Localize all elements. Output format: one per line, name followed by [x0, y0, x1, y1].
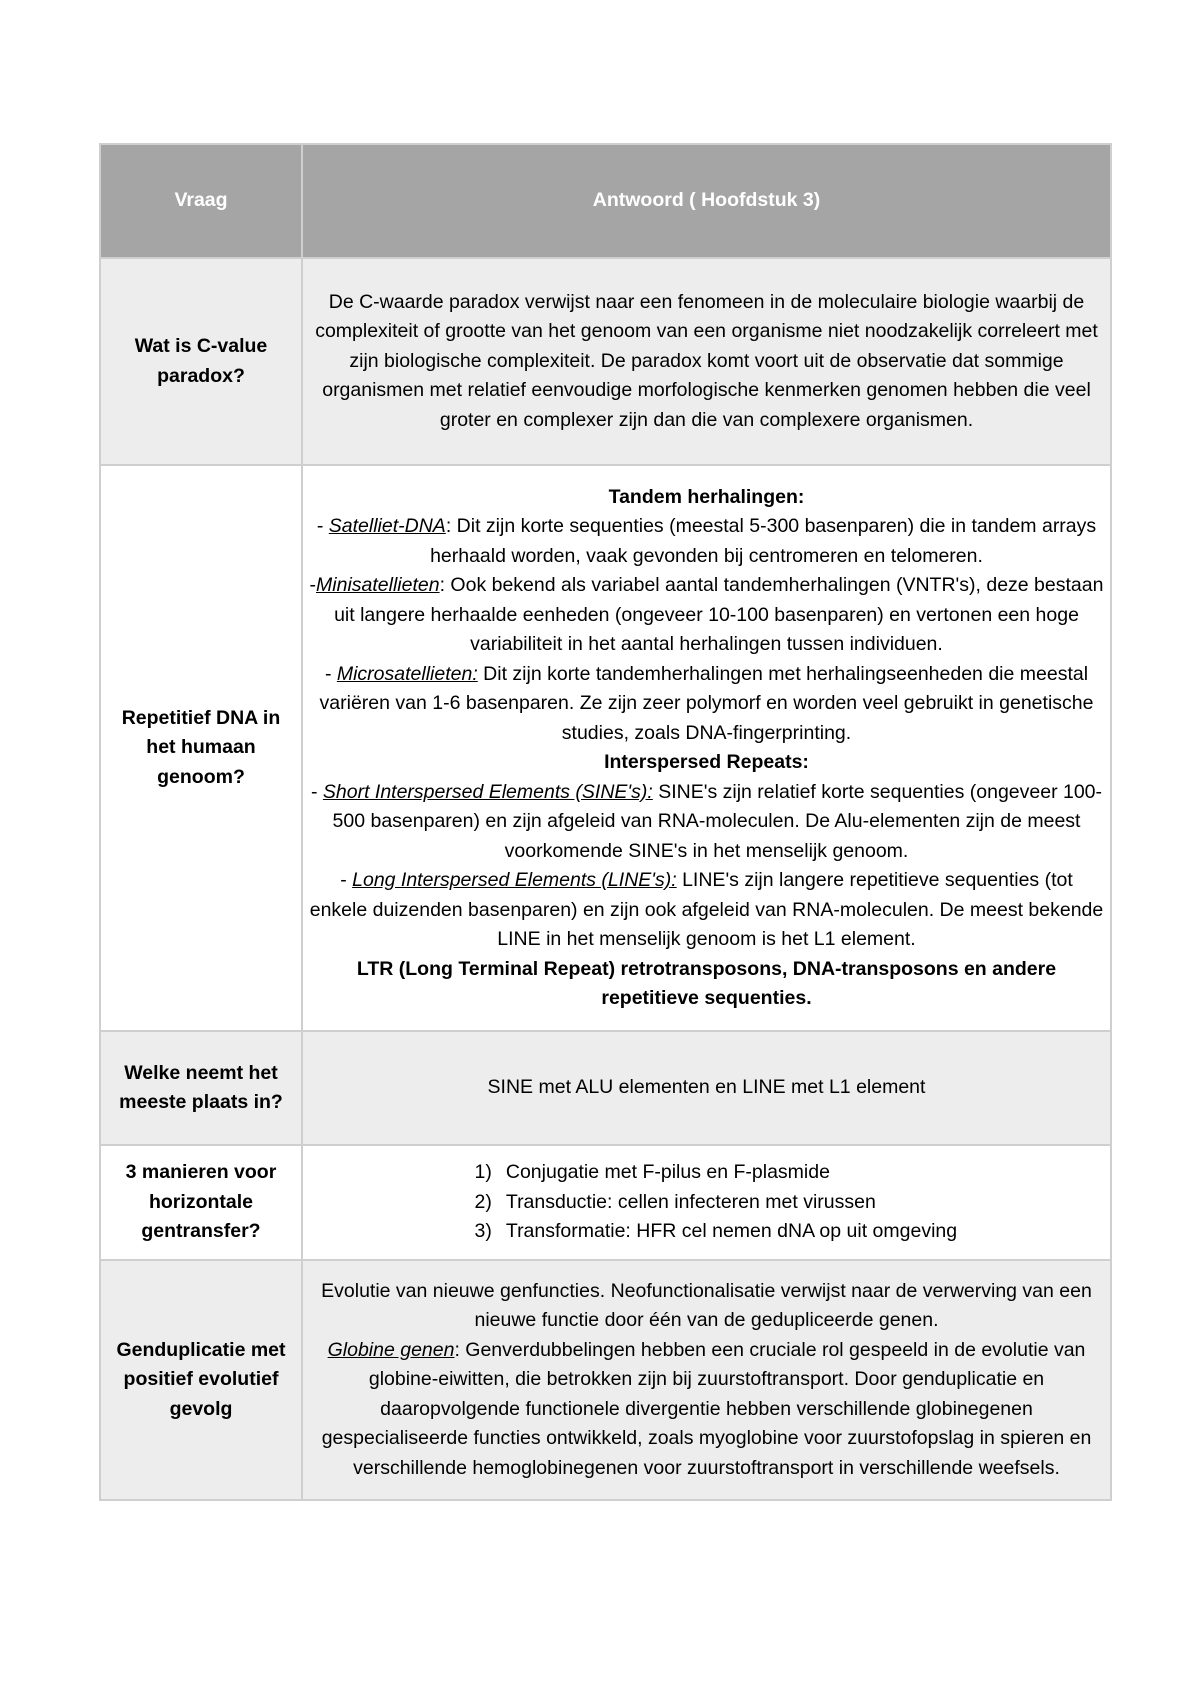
table-row	[100, 258, 1111, 465]
tandem-heading: Tandem herhalingen:	[608, 485, 805, 508]
list-item	[456, 1217, 957, 1247]
answer-cell	[302, 465, 1111, 1031]
header-question: Vraag	[100, 144, 302, 258]
list-number: 2)	[474, 1190, 492, 1213]
mini-term: Minisatellieten	[316, 574, 440, 596]
satellite-term: Satelliet-DNA	[328, 515, 446, 537]
interspersed-heading: Interspersed Repeats:	[604, 751, 809, 773]
table-row	[100, 1145, 1111, 1260]
list-text: Transductie: cellen infecteren met virussen	[505, 1190, 876, 1213]
table-header-row	[100, 144, 1111, 258]
list-text: Conjugatie met F-pilus en F-plasmide	[505, 1161, 830, 1184]
dash: -	[324, 662, 337, 685]
header-answer: Antwoord ( Hoofdstuk 3)	[302, 144, 1111, 258]
list-text: Transformatie: HFR cel nemen dNA op uit omgeving	[505, 1220, 958, 1243]
globine-text: : Genverdubbelingen hebben een cruciale rol gespeeld in de evolutie van globine-eiwitten, die betrokken zijn bij zuurstoftransport. Door genduplicatie en daaropvolgende functionele divergentie hebben verschillende globinegenen gespecialiseerde functies ontwikkeld, zoals myoglobine voor zuurstofopslag in spieren en verschillende hemoglobinegenen voor zuurstoftransport in verschillende weefsels.	[321, 1338, 1092, 1479]
dash: -	[316, 515, 329, 537]
micro-term: Microsatellieten:	[336, 662, 478, 685]
mini-paragraph	[309, 571, 1104, 660]
line-paragraph	[309, 866, 1104, 955]
satellite-paragraph	[309, 512, 1104, 571]
question-cell: Welke neemt het meeste plaats in?	[100, 1031, 302, 1145]
list-item	[456, 1158, 957, 1188]
sine-text: SINE's zijn relatief korte sequenties (ongeveer 100-500 basenparen) en zijn afgeleid van RNA-moleculen. De Alu-elementen zijn de meest voorkomende SINE's in het menselijk genoom.	[332, 780, 1103, 862]
question-cell: Genduplicatie met positief evolutief gevolg	[100, 1260, 302, 1500]
ltr-paragraph: LTR (Long Terminal Repeat) retrotransposons, DNA-transposons en andere repetitieve sequenties.	[356, 957, 1057, 1009]
line-term: Long Interspersed Elements (LINE's):	[352, 869, 677, 891]
list-number: 3)	[474, 1220, 492, 1243]
intro-text: Evolutie van nieuwe genfuncties. Neofunctionalisatie verwijst naar de verwerving van een nieuwe functie door één van de geduplicеerde genen.	[321, 1279, 1092, 1332]
list-number: 1)	[474, 1161, 492, 1184]
question-cell: Repetitief DNA in het humaan genoom?	[100, 465, 302, 1031]
question-cell: Wat is C-value paradox?	[100, 258, 302, 465]
list-item	[456, 1188, 957, 1218]
answer-cell: De C-waarde paradox verwijst naar een fenomeen in de moleculaire biologie waarbij de complexiteit of grootte van het genoom van een organisme niet noodzakelijk correleert met zijn biologische complexiteit. De paradox komt voort uit de observatie dat sommige organismen met relatief eenvoudige morfologische kenmerken genomen hebben die veel groter en complexer zijn dan die van complexere organismen.	[302, 258, 1111, 465]
question-cell: 3 manieren voor horizontale gentransfer?	[100, 1145, 302, 1260]
dash: -	[340, 869, 353, 891]
micro-paragraph	[309, 660, 1104, 749]
dash: -	[310, 780, 323, 803]
qa-table	[99, 143, 1112, 1501]
table-row	[100, 1260, 1111, 1500]
line-text: LINE's zijn langere repetitieve sequenties (tot enkele duizenden basenparen) en zijn ook afgeleid van RNA-moleculen. De meest bekende LINE in het menselijk genoom is het L1 element.	[309, 869, 1104, 950]
globine-term: Globine genen	[327, 1338, 455, 1361]
answer-cell	[302, 1260, 1111, 1500]
dash: -	[309, 574, 317, 596]
table-row	[100, 1031, 1111, 1145]
sine-paragraph	[309, 778, 1104, 867]
sine-term: Short Interspersed Elements (SINE's):	[322, 780, 653, 803]
numbered-list	[456, 1158, 957, 1247]
mini-text: : Ook bekend als variabel aantal tandemherhalingen (VNTR's), deze bestaan uit langere herhaalde eenheden (ongeveer 10-100 basenparen) en vertonen een hoge variabiliteit in het aantal herhalingen tussen individuen.	[334, 574, 1104, 655]
table-row	[100, 465, 1111, 1031]
satellite-text: : Dit zijn korte sequenties (meestal 5-300 basenparen) die in tandem arrays herhaald worden, vaak gevonden bij centromeren en telomeren.	[430, 515, 1097, 567]
answer-cell: SINE met ALU elementen en LINE met L1 element	[302, 1031, 1111, 1145]
answer-cell	[302, 1145, 1111, 1260]
micro-text: Dit zijn korte tandemherhalingen met herhalingseenheden die meestal variëren van 1-6 basenparen. Ze zijn zeer polymorf en worden veel gebruikt in genetische studies, zoals DNA-fingerprinting.	[319, 662, 1094, 744]
